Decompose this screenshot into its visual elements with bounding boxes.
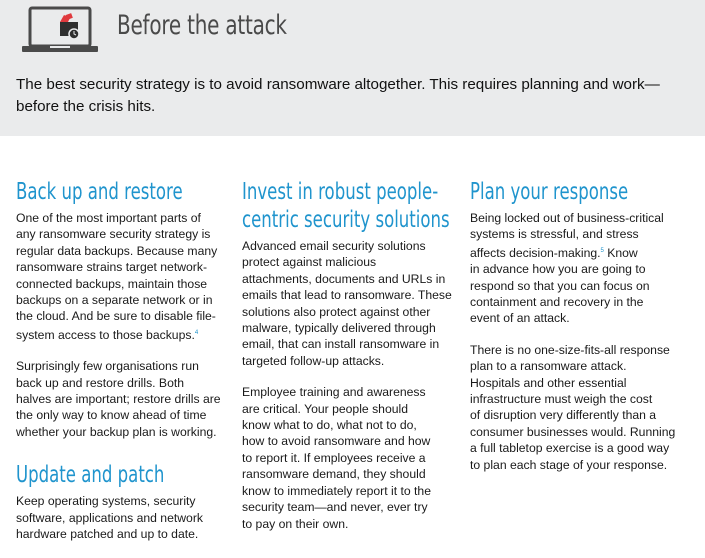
paragraph: Being locked out of business-critical systems is stressful, and stress affects decision-making.$^5$ Know in advance how you are going to respond so that you can focus on containment and recovery in the event of an attack. (470, 211, 664, 326)
paragraph: Surprisingly few organisations run back up and restore drills. Both halves are important; restore drills are the only way to know ahead of time whether your backup plan is working. (16, 359, 221, 439)
footnote-ref: 5 (600, 247, 604, 254)
intro-line: before the crisis hits. (16, 98, 156, 115)
paragraph: Keep operating systems, security software, applications and network hardware patched and up to date. (16, 494, 203, 542)
paragraph: One of the most important parts of any ransomware security strategy is regular data backups. Because many ransomware strains target network- connected backups, maintain those backups on a separate network or in the cloud. And be sure to disable file- system access to those backups.$^4$ (16, 211, 218, 342)
heading-invest-in-security: Invest in robust people- centric security solutions (242, 179, 450, 233)
column-security-solutions (242, 178, 454, 547)
heading-back-up-and-restore: Back up and restore (16, 179, 183, 205)
column-plan-response (470, 178, 680, 488)
footnote-ref: 4 (194, 329, 199, 336)
heading-update-and-patch: Update and patch (16, 462, 165, 489)
laptop-alert-icon (20, 6, 100, 56)
header-band (0, 0, 705, 136)
paragraph: Advanced email security solutions protect against malicious attachments, documents and URLs in emails that lead to ransomware. These solutions also protect against other malware, typically delivered through email, that can install ransomware in targeted follow-up attacks. (242, 239, 452, 368)
intro-line: The best security strategy is to avoid ransomware altogether. This requires planning and work— (16, 76, 660, 93)
page-title: Before the attack (117, 10, 287, 41)
intro-text (16, 74, 676, 118)
paragraph: Employee training and awareness are critical. Your people should know what to do, what not to do, how to avoid ransomware and how to report it. If employees receive a ransomware demand, they should know to immediately report it to the security team—and never, ever try to pay on their own. (242, 385, 431, 531)
paragraph: There is no one-size-fits-all response plan to a ransomware attack. Hospitals and other essential infrastructure must weigh the cost of disruption very differently than a consumer businesses would. Running a full tabletop exercise is a good way to plan each stage of your response. (470, 342, 676, 472)
column-backup (16, 178, 224, 558)
heading-plan-your-response: Plan your response (470, 179, 629, 205)
